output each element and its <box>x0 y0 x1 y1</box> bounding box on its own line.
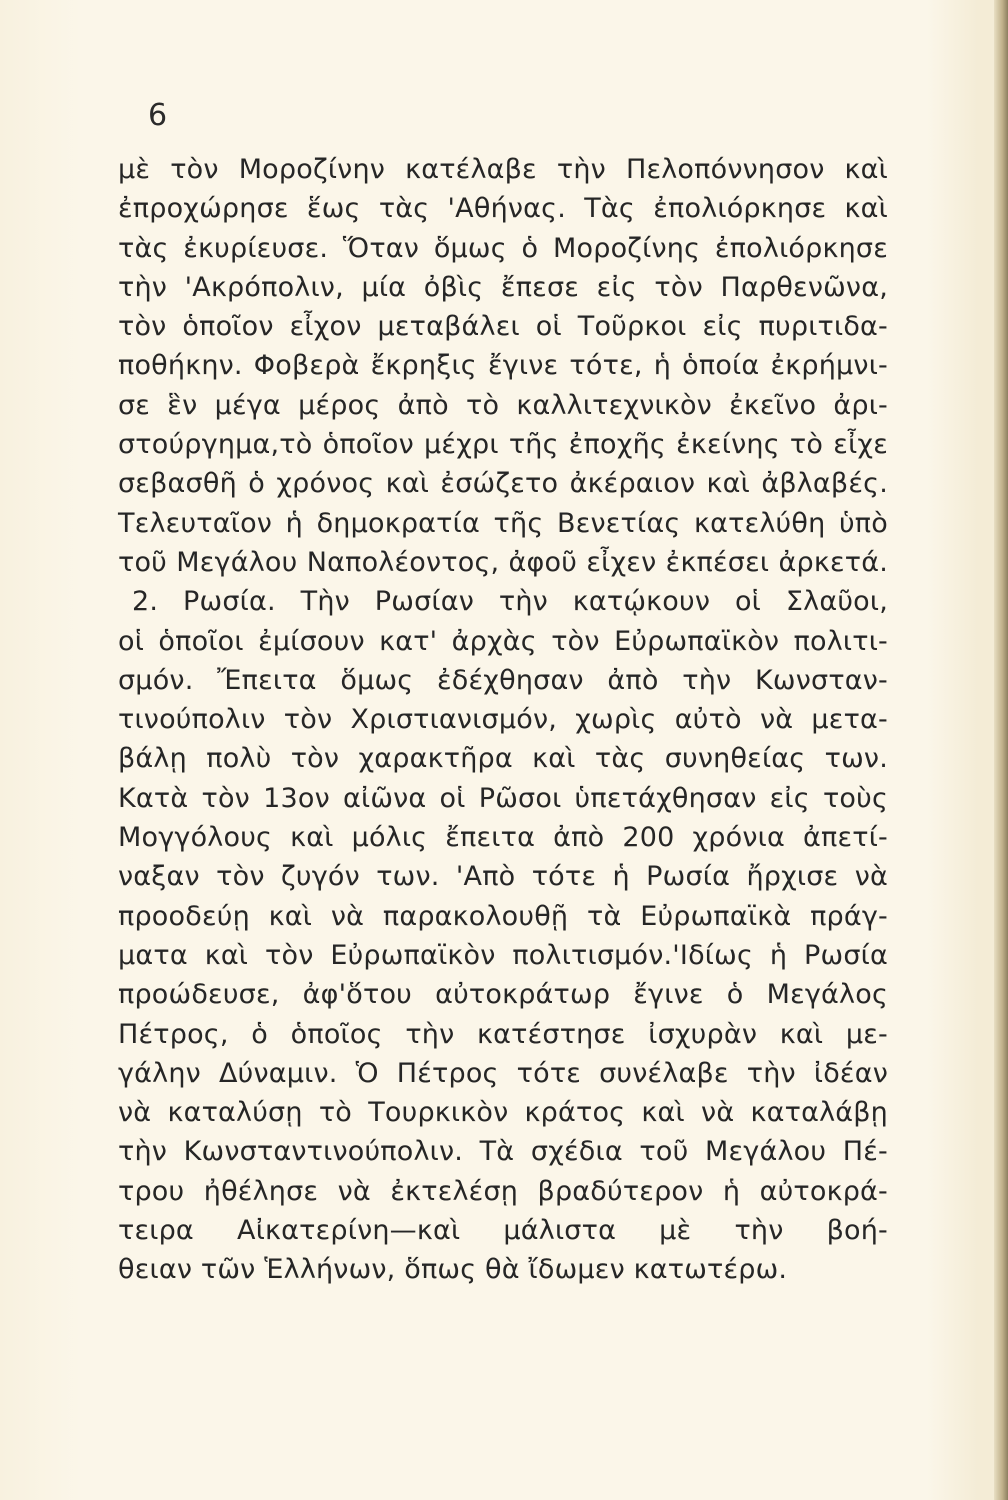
text-line: σμόν. Ἔπειτα ὅμως ἐδέχθησαν ἀπὸ τὴν Κωνσταν- <box>118 664 888 696</box>
body-text <box>118 150 888 1290</box>
text-line: προοδεύῃ καὶ νὰ παρακολουθῇ τὰ Εὐρωπαϊκὰ πράγ- <box>118 900 888 932</box>
page-edge <box>994 0 1008 1500</box>
text-line: τειρα Αἰκατερίνη—καὶ μάλιστα μὲ τὴν βοή- <box>118 1215 888 1247</box>
text-line: τρου ἠθέλησε νὰ ἐκτελέσῃ βραδύτερον ἡ αὐτοκρά- <box>118 1175 888 1207</box>
text-line: ποθήκην. Φοβερὰ ἔκρηξις ἔγινε τότε, ἡ ὁποία ἐκρήμνι- <box>118 350 888 382</box>
text-line: τοῦ Μεγάλου Ναπολέοντος, ἀφοῦ εἶχεν ἐκπέσει ἀρκετά. <box>118 546 888 578</box>
text-line: Πέτρος, ὁ ὁποῖος τὴν κατέστησε ἰσχυρὰν καὶ με- <box>118 1018 888 1050</box>
text-line: οἱ ὁποῖοι ἐμίσουν κατ' ἀρχὰς τὸν Εὐρωπαϊκὸν πολιτι- <box>118 625 888 657</box>
text-line: προώδευσε, ἀφ'ὅτου αὐτοκράτωρ ἔγινε ὁ Μεγάλος <box>118 979 888 1011</box>
text-line: ματα καὶ τὸν Εὐρωπαϊκὸν πολιτισμόν.'Ιδίως ἡ Ρωσία <box>118 939 888 971</box>
text-line: ναξαν τὸν ζυγόν των. 'Απὸ τότε ἡ Ρωσία ἤρχισε νὰ <box>118 861 888 893</box>
text-line: Τελευταῖον ἡ δημοκρατία τῆς Βενετίας κατελύθη ὑπὸ <box>118 507 888 539</box>
text-line: μὲ τὸν Μοροζίνην κατέλαβε τὴν Πελοπόννησον καὶ <box>118 154 888 185</box>
text-line: τινούπολιν τὸν Χριστιανισμόν, χωρὶς αὐτὸ νὰ μετα- <box>118 704 888 736</box>
text-line: ἐπροχώρησε ἕως τὰς 'Αθήνας. Τὰς ἐπολιόρκησε καὶ <box>118 193 888 225</box>
text-line: τὴν Κωνσταντινούπολιν. Τὰ σχέδια τοῦ Μεγάλου Πέ- <box>118 1136 888 1168</box>
text-line: Μογγόλους καὶ μόλις ἔπειτα ἀπὸ 200 χρόνια ἀπετί- <box>118 822 888 854</box>
text-line: γάλην Δύναμιν. Ὁ Πέτρος τότε συνέλαβε τὴν ἰδέαν <box>118 1057 888 1089</box>
text-line: σεβασθῆ ὁ χρόνος καὶ ἐσώζετο ἀκέραιον καὶ ἀβλαβές. <box>118 468 888 500</box>
text-line: τὸν ὁποῖον εἶχον μεταβάλει οἱ Τοῦρκοι εἰς πυριτιδα- <box>118 311 888 343</box>
text-line: στούργημα,τὸ ὁποῖον μέχρι τῆς ἐποχῆς ἐκείνης τὸ εἶχε <box>118 429 888 461</box>
page-number: 6 <box>148 98 168 133</box>
text-line: τὰς ἐκυρίευσε. Ὅταν ὅμως ὁ Μοροζίνης ἐπολιόρκησε <box>118 232 888 264</box>
text-line: Κατὰ τὸν 13ον αἰῶνα οἱ Ρῶσοι ὑπετάχθησαν εἰς τοὺς <box>118 782 888 814</box>
text-line: βάλῃ πολὺ τὸν χαρακτῆρα καὶ τὰς συνηθείας των. <box>118 743 888 775</box>
text-line: νὰ καταλύσῃ τὸ Τουρκικὸν κράτος καὶ νὰ καταλάβῃ <box>118 1097 888 1129</box>
text-line: σε ἓν μέγα μέρος ἀπὸ τὸ καλλιτεχνικὸν ἐκεῖνο ἀρι- <box>118 389 888 421</box>
text-line: θειαν τῶν Ἑλλήνων, ὅπως θὰ ἴδωμεν κατωτέρω. <box>118 1254 788 1286</box>
text-line: τὴν 'Ακρόπολιν, μία ὀβὶς ἔπεσε εἰς τὸν Παρθενῶνα, <box>118 271 888 303</box>
section-heading-line: 2. Ρωσία. Τὴν Ρωσίαν τὴν κατῴκουν οἱ Σλαῦοι, <box>132 586 888 618</box>
